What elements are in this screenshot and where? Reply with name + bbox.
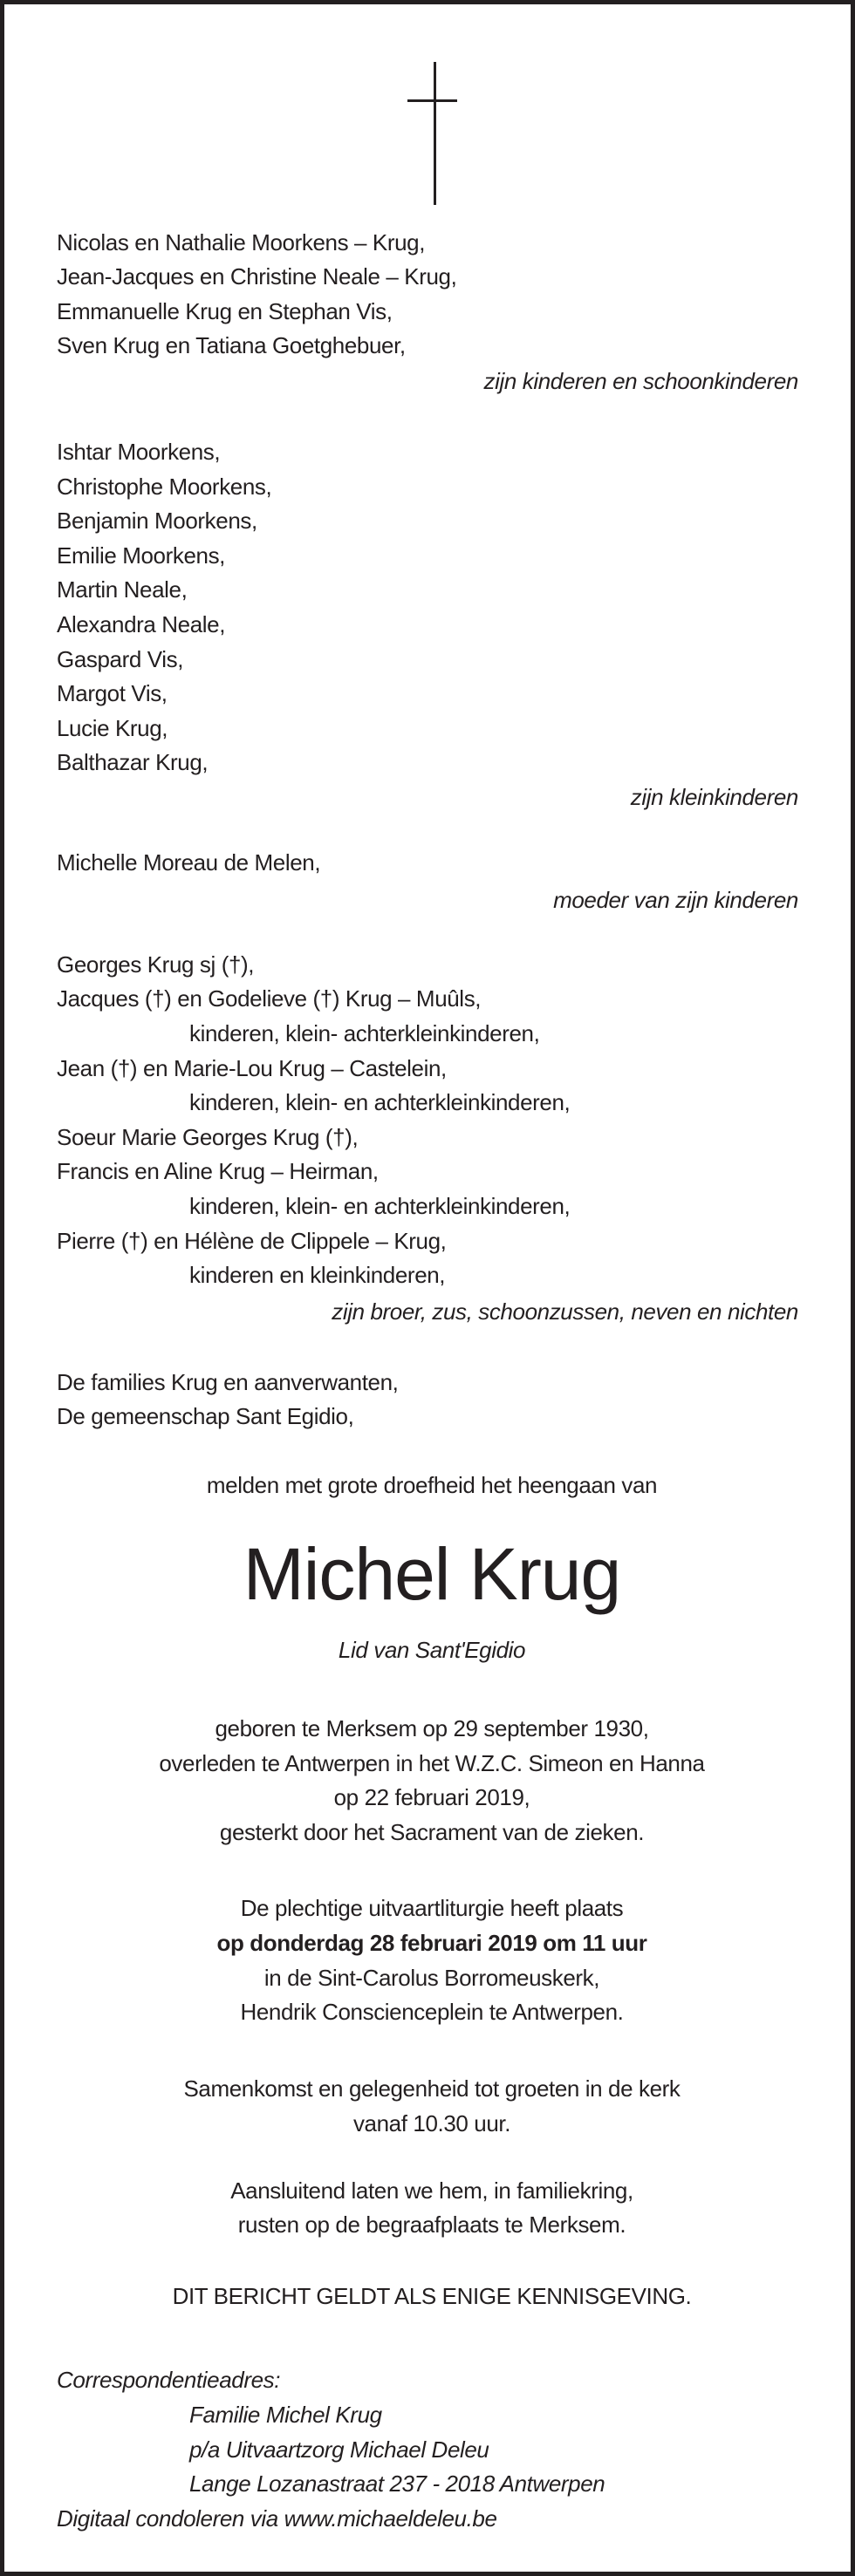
sibling-descendants-line: kinderen, klein- achterkleinkinderen, (189, 1020, 540, 1046)
grandchild-line: Martin Neale, (57, 576, 188, 603)
cross-icon (434, 62, 436, 205)
grandchild-line: Lucie Krug, (57, 715, 168, 741)
announcement: melden met grote droefheid het heengaan van (206, 1472, 658, 1498)
correspondence-line: Lange Lozanastraat 237 - 2018 Antwerpen (189, 2470, 605, 2497)
deceased-name: Michel Krug (243, 1533, 621, 1615)
life-line: overleden te Antwerpen in het W.Z.C. Simeon en Hanna (159, 1750, 705, 1776)
grandchild-line: Christophe Moorkens, (57, 474, 272, 500)
burial-line: Aansluitend laten we hem, in familiekring, (230, 2177, 633, 2204)
burial-line: rusten op de begraafplaats te Merksem. (237, 2211, 626, 2238)
mother-line: Michelle Moreau de Melen, (57, 849, 321, 876)
grandchild-line: Ishtar Moorkens, (57, 439, 221, 465)
sibling-line: Pierre (†) en Hélène de Clippele – Krug, (57, 1228, 447, 1254)
sibling-descendants-line: kinderen, klein- en achterkleinkinderen, (189, 1193, 571, 1219)
grandchild-line: Emilie Moorkens, (57, 542, 225, 569)
grandchild-line: Alexandra Neale, (57, 611, 226, 637)
child-line: Nicolas en Nathalie Moorkens – Krug, (57, 229, 426, 256)
children-role: zijn kinderen en schoonkinderen (483, 368, 798, 394)
gathering-line: vanaf 10.30 uur. (352, 2110, 511, 2136)
child-line: Emmanuelle Krug en Stephan Vis, (57, 298, 393, 324)
life-line: gesterkt door het Sacrament van de zieken. (219, 1819, 645, 1845)
grandchild-line: Margot Vis, (57, 680, 168, 706)
deceased-subtitle: Lid van Sant'Egidio (338, 1637, 526, 1663)
grandchild-line: Benjamin Moorkens, (57, 508, 257, 534)
gathering-line: Samenkomst en gelegenheid tot groeten in de kerk (183, 2075, 681, 2102)
notice: DIT BERICHT GELDT ALS ENIGE KENNISGEVING. (172, 2283, 692, 2309)
correspondence-label: Correspondentieadres: (57, 2367, 281, 2393)
life-line: geboren te Merksem op 29 september 1930, (215, 1715, 649, 1741)
sibling-descendants-line: kinderen en kleinkinderen, (189, 1262, 446, 1288)
families-line: De gemeenschap Sant Egidio, (57, 1403, 354, 1429)
sibling-line: Jean (†) en Marie-Lou Krug – Castelein, (57, 1055, 447, 1081)
grandchild-line: Gaspard Vis, (57, 646, 184, 672)
sibling-line: Soeur Marie Georges Krug (†), (57, 1124, 359, 1150)
funeral-date: op donderdag 28 februari 2019 om 11 uur (216, 1930, 647, 1956)
life-line: op 22 februari 2019, (333, 1784, 530, 1810)
child-line: Jean-Jacques en Christine Neale – Krug, (57, 263, 457, 290)
sibling-line: Georges Krug sj (†), (57, 951, 255, 978)
funeral-line: in de Sint-Carolus Borromeuskerk, (263, 1965, 600, 1991)
sibling-line: Francis en Aline Krug – Heirman, (57, 1158, 379, 1184)
grandchildren-role: zijn kleinkinderen (630, 784, 798, 810)
correspondence-line: Familie Michel Krug (189, 2402, 382, 2428)
online-condolence-link[interactable]: Digitaal condoleren via www.michaeldeleu.be (57, 2505, 497, 2532)
cross-icon-bar (407, 99, 457, 102)
funeral-line: Hendrik Conscienceplein te Antwerpen. (240, 1999, 624, 2025)
sibling-line: Jacques (†) en Godelieve (†) Krug – Muûls, (57, 985, 482, 1012)
child-line: Sven Krug en Tatiana Goetghebuer, (57, 332, 406, 358)
funeral-line: De plechtige uitvaartliturgie heeft plaats (240, 1895, 624, 1921)
sibling-descendants-line: kinderen, klein- en achterkleinkinderen, (189, 1089, 571, 1115)
families-line: De families Krug en aanverwanten, (57, 1369, 399, 1395)
correspondence-line: p/a Uitvaartzorg Michael Deleu (189, 2436, 489, 2463)
siblings-role: zijn broer, zus, schoonzussen, neven en nichten (332, 1298, 798, 1325)
mother-role: moeder van zijn kinderen (553, 887, 798, 913)
grandchild-line: Balthazar Krug, (57, 749, 209, 775)
